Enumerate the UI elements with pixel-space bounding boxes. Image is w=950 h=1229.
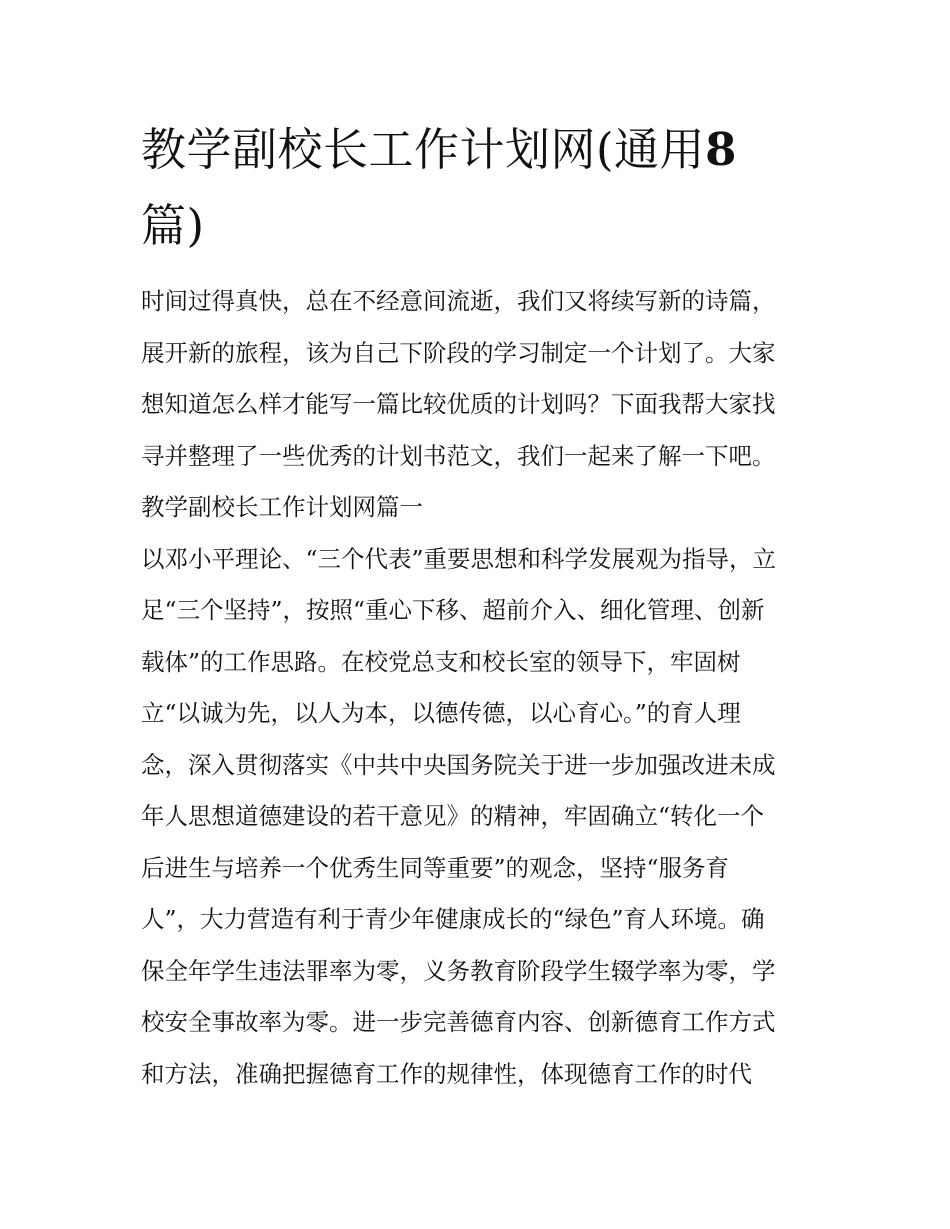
paragraph-line: 以邓小平理论、“三个代表”重要思想和科学发展观为指导，立 xyxy=(141,544,777,573)
title-text-part1: 教学副校长工作计划网(通用 xyxy=(141,123,706,176)
intro-line: 想知道怎么样才能写一篇比较优质的计划吗？下面我帮大家找 xyxy=(141,390,776,418)
title-line-1 xyxy=(141,112,813,188)
document-content xyxy=(141,112,813,1100)
paragraph-line: 念，深入贯彻落实《中共中央国务院关于进一步加强改进未成 xyxy=(141,750,776,779)
paragraph-line: 足“三个坚持”，按照“重心下移、超前介入、细化管理、创新 xyxy=(141,596,765,624)
title-text-part2: 篇) xyxy=(141,199,205,252)
intro-line: 展开新的旅程，该为自己下阶段的学习制定一个计划了。大家 xyxy=(141,338,776,367)
paragraph-line: 后进生与培养一个优秀生同等重要”的观念，坚持“服务育 xyxy=(141,853,730,882)
paragraph-line: 立“以诚为先，以人为本，以德传德，以心育心。”的育人理 xyxy=(141,699,741,727)
intro-paragraph xyxy=(141,276,813,482)
title-number: 8 xyxy=(705,123,737,176)
section-heading: 教学副校长工作计划网篇一 xyxy=(141,493,423,521)
paragraph-line: 载体”的工作思路。在校党总支和校长室的领导下，牢固树 xyxy=(141,647,741,676)
intro-line: 时间过得真快，总在不经意间流逝，我们又将续写新的诗篇， xyxy=(141,287,776,315)
paragraph-line: 和方法，准确把握德育工作的规律性，体现德育工作的时代 xyxy=(141,1059,752,1088)
intro-line: 寻并整理了一些优秀的计划书范文，我们一起来了解一下吧。 xyxy=(141,441,776,470)
section-paragraph xyxy=(141,534,813,1101)
title-line-2 xyxy=(141,188,813,264)
paragraph-line: 校安全事故率为零。进一步完善德育内容、创新德育工作方式 xyxy=(141,1008,776,1036)
document-title xyxy=(141,112,813,264)
paragraph-line: 人”，大力营造有利于青少年健康成长的“绿色”育人环境。确 xyxy=(141,905,765,933)
paragraph-line: 保全年学生违法罪率为零，义务教育阶段学生辍学率为零，学 xyxy=(141,956,776,985)
paragraph-line: 年人思想道德建设的若干意见》的精神，牢固确立“转化一个 xyxy=(141,802,765,830)
